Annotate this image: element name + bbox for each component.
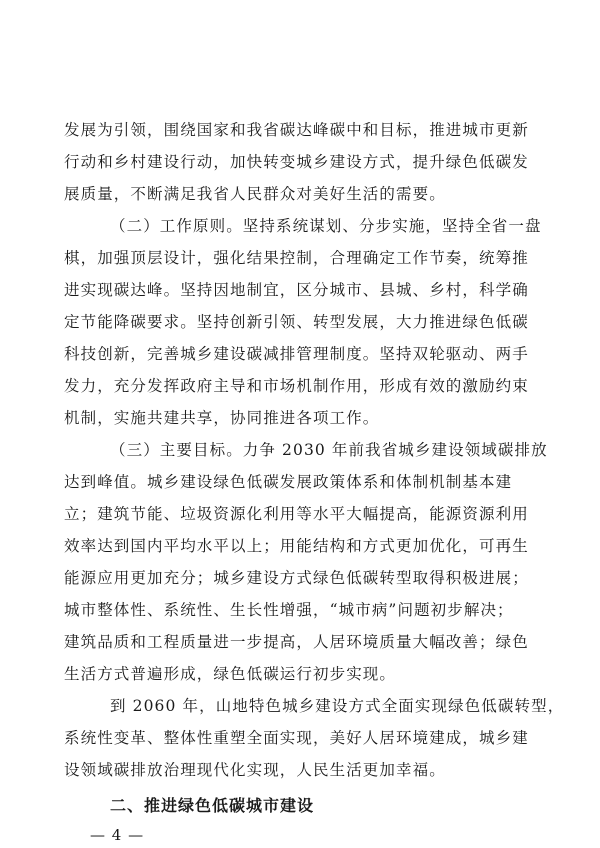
body-line: 效率达到国内平均水平以上；用能结构和方式更加优化，可再生 xyxy=(64,537,529,555)
section-goals-line: （三）主要目标。力争 2030 年前我省城乡建设领域碳排放 xyxy=(110,441,548,459)
body-line: 达到峰值。城乡建设绿色低碳发展政策体系和体制机制基本建 xyxy=(64,473,513,491)
section-principles-line: （二）工作原则。坚持系统谋划、分步实施，坚持全省一盘 xyxy=(110,217,542,235)
body-line: 科技创新，完善城乡建设碳减排管理制度。坚持双轮驱动、两手 xyxy=(64,345,529,363)
section-heading: 二、推进绿色低碳城市建设 xyxy=(110,796,315,815)
body-line: 棋，加强顶层设计，强化结果控制，合理确定工作节奏，统筹推 xyxy=(64,249,529,267)
body-line: 建筑品质和工程质量进一步提高，人居环境质量大幅改善；绿色 xyxy=(64,633,529,651)
body-line: 生活方式普遍形成，绿色低碳运行初步实现。 xyxy=(64,665,397,683)
body-line: 机制，实施共建共享，协同推进各项工作。 xyxy=(64,409,380,427)
body-line: 城市整体性、系统性、生长性增强，“城市病”问题初步解决； xyxy=(64,601,514,619)
body-line: 设领域碳排放治理现代化实现，人民生活更加幸福。 xyxy=(64,761,446,779)
body-line: 发展为引领，围绕国家和我省碳达峰碳中和目标，推进城市更新 xyxy=(64,121,529,139)
body-line: 系统性变革、整体性重塑全面实现，美好人居环境建成，城乡建 xyxy=(64,729,529,747)
body-line: 能源应用更加充分；城乡建设方式绿色低碳转型取得积极进展； xyxy=(64,569,529,587)
page-number: — 4 — xyxy=(90,826,145,844)
body-line: 展质量，不断满足我省人民群众对美好生活的需要。 xyxy=(64,185,446,203)
body-line: 立；建筑节能、垃圾资源化利用等水平大幅提高，能源资源利用 xyxy=(64,505,529,523)
body-line: 进实现碳达峰。坚持因地制宜，区分城市、县城、乡村，科学确 xyxy=(64,281,529,299)
paragraph-2060-line: 到 2060 年，山地特色城乡建设方式全面实现绿色低碳转型， xyxy=(110,697,565,715)
body-line: 行动和乡村建设行动，加快转变城乡建设方式，提升绿色低碳发 xyxy=(64,153,529,171)
body-line: 定节能降碳要求。坚持创新引领、转型发展，大力推进绿色低碳 xyxy=(64,313,529,331)
body-line: 发力，充分发挥政府主导和市场机制作用，形成有效的激励约束 xyxy=(64,377,529,395)
